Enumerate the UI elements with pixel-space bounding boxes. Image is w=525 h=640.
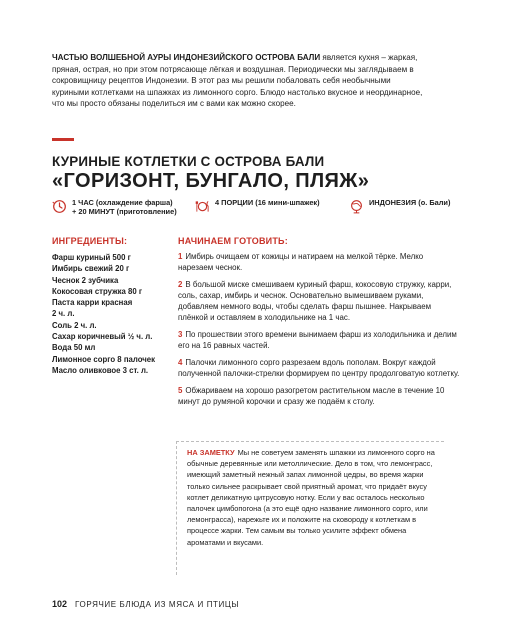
ingredient-item: Лимонное сорго 8 палочек	[52, 354, 156, 364]
intro-body: является кухня – жаркая, пряная, острая, но при этом потрясающе лёгкая и воздушная. Периодически мы заглядываем в сокровищницу рецептов Индонезии. В этот раз мы решили побаловать себя необычными куриными котлетками на шпажках из лимонного сорго. Блюдо настолько вкусное и неординарное, что мы просто обязаны поделиться им с вами как можно скорее.	[52, 53, 423, 109]
meta-portions	[195, 198, 320, 214]
meta-time	[52, 198, 177, 216]
step-number: 5	[178, 385, 183, 395]
globe-icon	[349, 199, 364, 214]
step-item	[178, 251, 460, 273]
step-number: 2	[178, 279, 183, 289]
ingredients-heading: ИНГРЕДИЕНТЫ:	[52, 236, 128, 246]
meta-country	[349, 198, 450, 214]
tip-label: НА ЗАМЕТКУ	[187, 448, 235, 457]
ingredient-item: Чеснок 2 зубчика	[52, 275, 119, 285]
section-title: ГОРЯЧИЕ БЛЮДА ИЗ МЯСА И ПТИЦЫ	[75, 600, 240, 609]
step-text: По прошествии этого времени вынимаем фарш из холодильника и делим его на 16 равных частей.	[178, 330, 457, 351]
meta-time-line2: + 20 МИНУТ (приготовление)	[72, 207, 177, 216]
tip-box	[176, 441, 444, 575]
recipe-subtitle: «ГОРИЗОНТ, БУНГАЛО, ПЛЯЖ»	[52, 170, 370, 192]
ingredient-item: Паста карри красная	[52, 298, 133, 308]
ingredient-item: Вода 50 мл	[52, 343, 96, 353]
plate-icon	[195, 199, 210, 214]
recipe-title: КУРИНЫЕ КОТЛЕТКИ С ОСТРОВА БАЛИ	[52, 154, 325, 169]
ingredient-item: Соль 2 ч. л.	[52, 320, 97, 330]
clock-icon	[52, 199, 67, 214]
page-footer	[52, 599, 239, 609]
tip-text: Мы не советуем заменять шпажки из лимонного сорго на обычные деревянные или метоллические. Дело в том, что лемонграсс, имеющий заметный нежный запах лимонной цедры, во время жарки только сильнее раскрывает свой приятный аромат, что придаёт вкусу котлет деликатную цитрусовую нотку. Если у вас осталось несколько палочек цимбопогона (а это ещё одно название лимонного сорго, или лемонграсса), нарежьте их и положите на сковороду к котлеткам в процессе жарки. Тем самым вы только усилите эффект обмена ароматами и вкусами.	[187, 448, 435, 547]
step-text: Палочки лимонного сорго разрезаем вдоль пополам. Вокруг каждой полученной палочки-стрелки формируем по центру продолговатую котлетку.	[178, 357, 460, 378]
ingredient-item: Сахар коричневый ½ ч. л.	[52, 332, 153, 342]
ingredients-list	[52, 252, 172, 376]
step-number: 4	[178, 357, 183, 367]
ingredient-item: Имбирь свежий 20 г	[52, 264, 130, 274]
step-number: 1	[178, 252, 183, 261]
intro-lead: ЧАСТЬЮ ВОЛШЕБНОЙ АУРЫ ИНДОНЕЗИЙСКОГО ОСТРОВА БАЛИ	[52, 53, 321, 62]
step-text: Обжариваем на хорошо разогретом растительном масле в течение 10 минут до румяной корочки и сразу же подаём к столу.	[178, 385, 445, 406]
step-item	[178, 385, 460, 407]
intro-paragraph	[52, 52, 428, 110]
step-text: В большой миске смешиваем куриный фарш, кокосовую стружку, карри, соль, сахар, имбирь и чеснок. Основательно вымешиваем руками, добавляем немного воды, чтобы сделать фарш пышнее. Накрываем плёнкой и оставляем в холодильнике на 1 час.	[178, 279, 452, 323]
step-item	[178, 279, 460, 324]
steps-list	[178, 251, 460, 412]
step-number: 3	[178, 330, 183, 339]
meta-time-line1: 1 ЧАС (охлаждение фарша)	[72, 198, 173, 207]
meta-portions-text: 4 ПОРЦИИ (16 мини-шпажек)	[215, 198, 320, 207]
ingredient-item: Фарш куриный 500 г	[52, 253, 131, 262]
ingredient-item: 2 ч. л.	[52, 309, 75, 319]
step-item	[178, 357, 460, 379]
ingredient-item: Кокосовая стружка 80 г	[52, 286, 143, 296]
red-divider	[52, 138, 74, 141]
ingredient-item: Масло оливковое 3 ст. л.	[52, 365, 149, 375]
step-text: Имбирь очищаем от кожицы и натираем на мелкой тёрке. Мелко нарезаем чеснок.	[178, 252, 424, 273]
steps-heading: НАЧИНАЕМ ГОТОВИТЬ:	[178, 236, 288, 246]
page-number: 102	[52, 599, 68, 609]
tip-text-block	[187, 447, 444, 548]
meta-country-text: ИНДОНЕЗИЯ (о. Бали)	[369, 198, 451, 207]
step-item	[178, 329, 460, 351]
